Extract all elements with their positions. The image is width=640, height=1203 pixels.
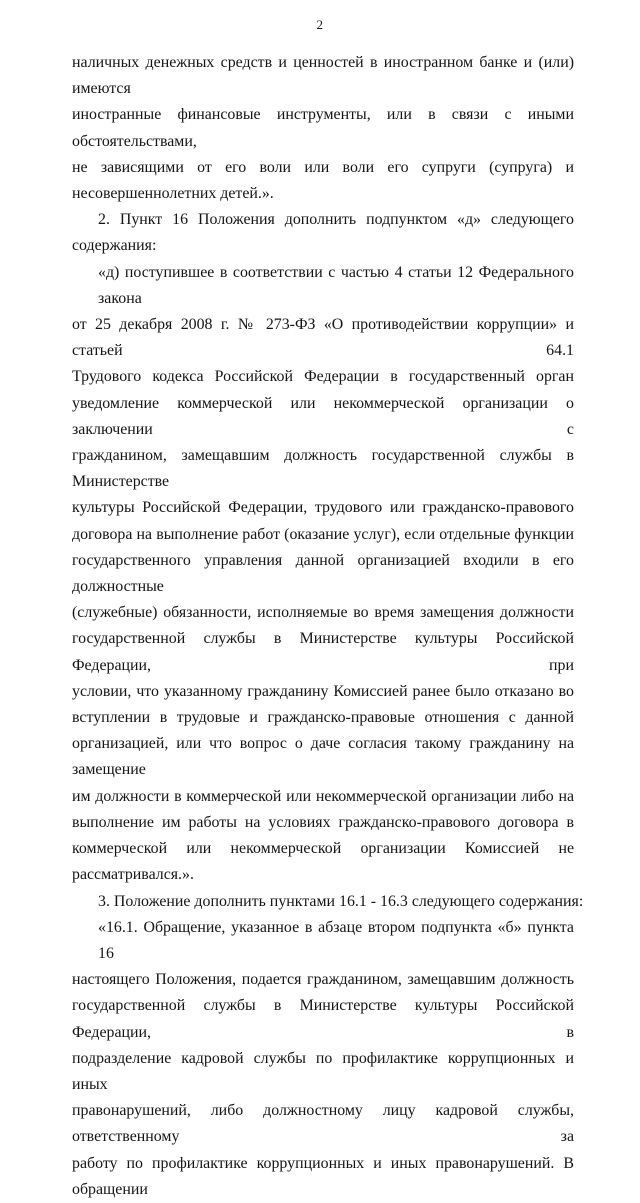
text-line: содержания:: [72, 237, 157, 255]
page-number: 2: [316, 17, 324, 32]
text-line: от 25 декабря 2008 г. № 273-ФЗ «О противодействии коррупции» и статьей 64.1: [72, 316, 574, 360]
text-line: организацией, или что вопрос о даче согласия такому гражданину на замещение: [72, 735, 574, 779]
text-line: настоящего Положения, подается гражданином, замещавшим должность: [72, 971, 574, 989]
text-line: работу по профилактике коррупционных и иных правонарушений. В обращении: [72, 1154, 574, 1198]
text-line: государственной службы в Министерстве культуры Российской Федерации, при: [72, 630, 574, 674]
text-line: Трудового кодекса Российской Федерации в государственный орган: [72, 368, 574, 386]
text-line: 3. Положение дополнить пунктами 16.1 - 16.3 следующего содержания:: [98, 892, 584, 910]
text-line: государственного управления данной организацией входили в его должностные: [72, 551, 574, 596]
text-line: «16.1. Обращение, указанное в абзаце втором подпункта «б» пункта 16: [98, 918, 574, 962]
text-line: уведомление коммерческой или некоммерческой организации о заключении с: [72, 394, 574, 438]
text-line: им должности в коммерческой или некоммерческой организации либо на: [72, 787, 574, 805]
text-line: иностранные финансовые инструменты, или в связи с иными обстоятельствами,: [72, 106, 574, 150]
text-line: условии, что указанному гражданину Комиссией ранее было отказано во: [72, 682, 574, 700]
text-line: договора на выполнение работ (оказание услуг), если отдельные функции: [72, 525, 574, 543]
text-line: культуры Российской Федерации, трудового или гражданско-правового: [72, 499, 574, 517]
text-line: коммерческой или некоммерческой организации Комиссией не: [72, 840, 574, 858]
text-line: не зависящими от его воли или воли его супруги (супруга) и: [72, 158, 574, 176]
text-line: несовершеннолетних детей.».: [72, 185, 274, 203]
text-line: гражданином, замещавшим должность государственной службы в Министерстве: [72, 447, 574, 491]
text-line: наличных денежных средств и ценностей в иностранном банке и (или) имеются: [72, 54, 574, 98]
text-line: государственной службы в Министерстве культуры Российской Федерации, в: [72, 997, 574, 1041]
text-line: правонарушений, либо должностному лицу кадровой службы, ответственному за: [72, 1102, 574, 1146]
text-line: рассматривался.».: [72, 866, 194, 884]
text-line: вступлении в трудовые и гражданско-правовые отношения с данной: [72, 709, 574, 727]
text-line: 2. Пункт 16 Положения дополнить подпунктом «д» следующего: [98, 211, 574, 229]
document-body: [72, 50, 584, 1203]
text-line: подразделение кадровой службы по профилактике коррупционных и иных: [72, 1049, 574, 1093]
text-line: (служебные) обязанности, исполняемые во время замещения должности: [72, 604, 574, 622]
text-line: выполнение им работы на условиях гражданско-правового договора в: [72, 813, 574, 831]
text-line: «д) поступившее в соответствии с частью 4 статьи 12 Федерального закона: [98, 263, 574, 307]
